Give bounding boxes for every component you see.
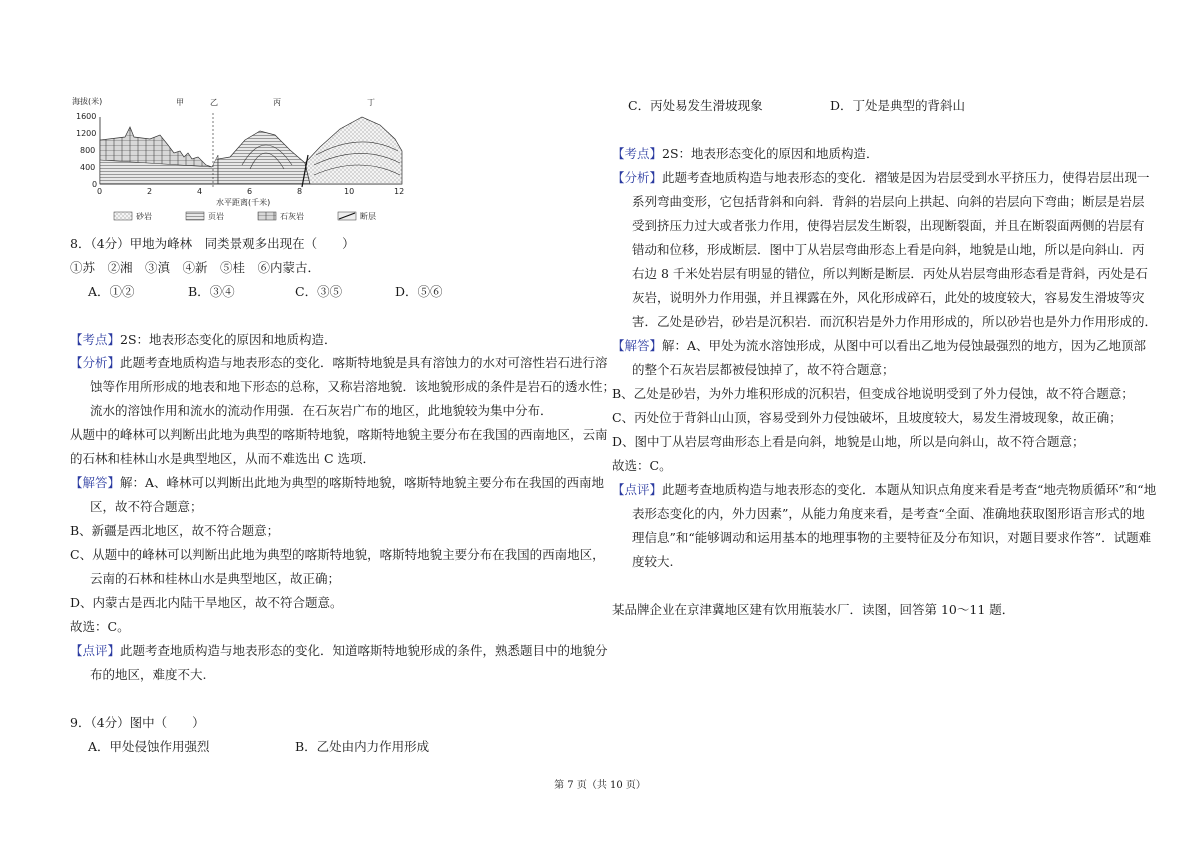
legend-label-fault: 断层 [360,212,376,221]
y-tick-label: 1200 [76,129,97,138]
fenxi-text: 此题考查地质构造与地表形态的变化．褶皱是因为岩层受到水平挤压力，使得岩层出现一 [662,170,1150,185]
jieda-tag: 【解答】 [70,475,121,490]
site-label-jia: 甲 [176,98,184,107]
fenxi-tag: 【分析】 [612,170,663,185]
fenxi-text: 蚀等作用所形成的地表和地下形态的总称，又称岩溶地貌．该地貌形成的条件是岩石的透水性； [90,379,616,394]
anticline-bing [218,131,310,184]
dianping-text: 理信息”和“能够调动和运用基本的地理事物的主要特征及分布知识，对题目要求作答”．试题难 [632,530,1152,545]
jieda-text: C、从题中的峰林可以判断出此地为典型的喀斯特地貌，喀斯特地貌主要分布在我国的西南地区， [70,547,605,562]
y-tick-label: 1600 [76,112,97,121]
jieda-text: 云南的石林和桂林山水是典型地区，故正确； [90,571,341,586]
q8-stem: 8．（4分）甲地为峰林 同类景观多出现在（ ） [70,236,355,251]
jieda-line-right [612,338,1146,354]
q9-stem: 9．（4分）图中（ ） [70,715,205,730]
kaodian-text: 2S：地表形态变化的原因和地质构造． [662,146,879,161]
y-tick-label: 800 [80,146,96,155]
legend-label-shale: 页岩 [208,212,224,221]
jieda-text: 解：A、甲处为流水溶蚀形成，从图中可以看出乙地为侵蚀最强烈的地方，因为乙地顶部 [662,338,1147,353]
fenxi-text: 灰岩，说明外力作用强，并且裸露在外，风化形成碎石，此处的坡度较大，容易发生滑坡等灾 [632,290,1145,305]
y-tick-label: 400 [80,163,96,172]
dianping-tag: 【点评】 [70,643,121,658]
fenxi-text: 错动和位移，形成断层．图中丁从岩层弯曲形态上看是向斜，地貌是山地，所以是向斜山．丙 [632,242,1145,257]
q9-choice-c: C．丙处易发生滑坡现象 [628,98,763,113]
dianping-text: 布的地区，难度不大. [90,667,207,682]
jieda-text: D、图中丁从岩层弯曲形态上看是向斜，地貌是山地，所以是向斜山，故不符合题意； [612,434,1085,449]
q8-choice-c: C．③⑤ [295,284,343,299]
legend-swatch-sandstone [114,212,132,220]
fenxi-text: 系列弯曲变形，它包括背斜和向斜．背斜的岩层向上拱起、向斜的岩层向下弯曲；断层是岩层 [632,194,1145,209]
dianping-text: 此题考查地质构造与地表形态的变化．知道喀斯特地貌形成的条件，熟悉题目中的地貌分 [120,643,608,658]
fenxi-tag: 【分析】 [70,355,121,370]
site-label-yi: 乙 [210,98,218,107]
x-tick-label: 8 [297,187,303,196]
x-tick-label: 2 [147,187,153,196]
x-tick-label: 4 [197,187,203,196]
q8-options-line: ①苏 ②湘 ③滇 ④新 ⑤桂 ⑥内蒙古． [70,260,321,275]
fenxi-text: 从题中的峰林可以判断出此地为典型的喀斯特地貌，喀斯特地貌主要分布在我国的西南地区，云南 [70,427,608,442]
kaodian-tag: 【考点】 [70,332,121,347]
legend-label-sandstone: 砂岩 [136,212,152,221]
jieda-text: D、内蒙古是西北内陆干旱地区，故不符合题意。 [70,595,343,610]
legend-swatch-shale [186,212,204,220]
y-tick-label: 0 [92,180,98,189]
fenxi-line-left [70,355,608,371]
q9-choice-a: A．甲处侵蚀作用强烈 [88,739,210,754]
x-tick-label: 6 [247,187,253,196]
kaodian-tag: 【考点】 [612,146,663,161]
jieda-text: 的整个石灰岩层都被侵蚀掉了，故不符合题意； [632,362,895,377]
jieda-tag: 【解答】 [612,338,663,353]
q8-choice-b: B．③④ [188,284,235,299]
fenxi-text: 受到挤压力过大或者张力作用，使得岩层发生断裂，出现断裂面，并且在断裂面两侧的岩层有 [632,218,1145,233]
site-label-bing: 丙 [273,98,281,107]
site-label-ding: 丁 [367,98,375,107]
kaodian-text: 2S：地表形态变化的原因和地质构造． [120,332,337,347]
fenxi-text: 流水的溶蚀作用和流水的流动作用强．在石灰岩广布的地区，此地貌较为集中分布． [90,403,553,418]
geologic-cross-section-figure [70,95,430,227]
q8-choice-a: A．①② [88,284,135,299]
q10-11-intro: 某品牌企业在京津冀地区建有饮用瓶装水厂．读图，回答第 10～11 题． [612,602,1015,617]
x-tick-label: 12 [394,187,405,196]
y-axis-label: 海拔(米) [72,97,103,106]
x-axis-label: 水平距离(千米) [216,198,271,207]
jieda-answer: 故选：C。 [70,619,130,634]
fenxi-text: 此题考查地质构造与地表形态的变化．喀斯特地貌是具有溶蚀力的水对可溶性岩石进行溶 [120,355,608,370]
jieda-text: B、新疆是西北地区，故不符合题意； [70,523,280,538]
dianping-line-right [612,482,1156,498]
dianping-text: 此题考查地质构造与地表形态的变化．本题从知识点角度来看是考查“地壳物质循环”和“地 [662,482,1157,497]
fenxi-text: 害．乙处是砂岩，砂岩是沉积岩．而沉积岩是外力作用形成的，所以砂岩也是外力作用形成的． [632,314,1158,329]
kaodian-line-left [70,332,337,348]
jieda-text: 区，故不符合题意； [90,499,203,514]
legend-swatch-limestone [258,212,276,220]
jieda-line-left [70,475,604,491]
syncline-mountain-ding [305,117,402,184]
q9-choice-b: B．乙处由内力作用形成 [295,739,430,754]
dianping-line-left [70,643,608,659]
jieda-text: B、乙处是砂岩，为外力堆积形成的沉积岩，但变成谷地说明受到了外力侵蚀，故不符合题意； [612,386,1134,401]
kaodian-line-right [612,146,879,162]
legend-label-limestone: 石灰岩 [280,212,304,221]
jieda-answer: 故选：C。 [612,458,672,473]
fenxi-line-right [612,170,1150,186]
q8-choice-d: D．⑤⑥ [395,284,443,299]
jieda-text: 解：A、峰林可以判断出此地为典型的喀斯特地貌，喀斯特地貌主要分布在我国的西南地 [120,475,605,490]
q9-choice-d: D．丁处是典型的背斜山 [830,98,966,113]
fenxi-text: 的石林和桂林山水是典型地区，从而不难选出 C 选项． [70,451,376,466]
x-tick-label: 0 [97,187,103,196]
dianping-tag: 【点评】 [612,482,663,497]
page-footer: 第 7 页（共 10 页） [554,780,646,791]
dianping-text: 表形态变化的内，外力因素”，从能力角度来看，是考查“全面、准确地获取图形语言形式的地 [632,506,1145,521]
cross-section-svg [70,95,430,227]
x-tick-label: 10 [344,187,355,196]
dianping-text: 度较大. [632,554,674,569]
jieda-text: C、丙处位于背斜山山顶，容易受到外力侵蚀破坏，且坡度较大，易发生滑坡现象，故正确； [612,410,1122,425]
fenxi-text: 右边 8 千米处岩层有明显的错位，所以判断是断层．丙处从岩层弯曲形态看是背斜，丙处是石 [632,266,1148,281]
